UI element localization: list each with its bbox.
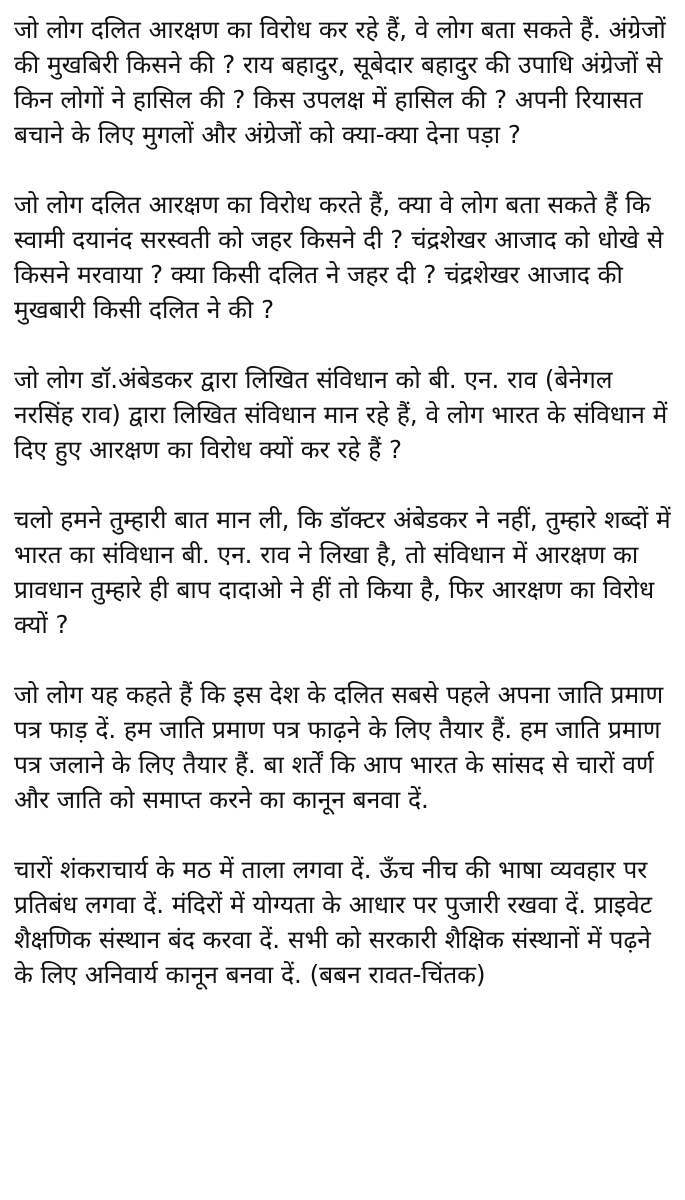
paragraph-4: चलो हमने तुम्हारी बात मान ली, कि डॉक्टर अंबेडकर ने नहीं, तुम्हारे शब्दों में भारत का संविधान बी. एन. राव ने लिखा है, तो संविधान में आरक्षण का प्रावधान तुम्हारे ही बाप दादाओ ने हीं तो किया है, फिर आरक्षण का विरोध क्यों ? <box>14 505 671 639</box>
paragraph-1: जो लोग दलित आरक्षण का विरोध कर रहे हैं, वे लोग बता सकते हैं. अंग्रेजों की मुखबिरी किसने की ? राय बहादुर, सूबेदार बहादुर की उपाधि अंग्रेजों से किन लोगों ने हासिल की ? किस उपलक्ष में हासिल की ? अपनी रियासत बचाने के लिए मुगलों और अंग्रेजों को क्या-क्या देना पड़ा ? <box>14 15 666 149</box>
paragraph-6: चारों शंकराचार्य के मठ में ताला लगवा दें. ऊँच नीच की भाषा व्यवहार पर प्रतिबंध लगवा दें. मंदिरों में योग्यता के आधार पर पुजारी रखवा दें. प्राइवेट शैक्षणिक संस्थान बंद करवा दें. सभी को सरकारी शैक्षिक संस्थानों में पढ़ने के लिए अनिवार्य कानून बनवा दें. (बबन रावत-चिंतक) <box>14 855 653 989</box>
paragraph-3: जो लोग डॉ.अंबेडकर द्वारा लिखित संविधान को बी. एन. राव (बेनेगल नरसिंह राव) द्वारा लिखित संविधान मान रहे हैं, वे लोग भारत के संविधान में दिए हुए आरक्षण का विरोध क्यों कर रहे हैं ? <box>14 365 668 464</box>
paragraph-2: जो लोग दलित आरक्षण का विरोध करते हैं, क्या वे लोग बता सकते हैं कि स्वामी दयानंद सरस्वती को जहर किसने दी ? चंद्रशेखर आजाद को धोखे से किसने मरवाया ? क्या किसी दलित ने जहर दी ? चंद्रशेखर आजाद की मुखबारी किसी दलित ने की ? <box>14 190 664 324</box>
paragraph-5: जो लोग यह कहते हैं कि इस देश के दलित सबसे पहले अपना जाति प्रमाण पत्र फाड़ दें. हम जाति प्रमाण पत्र फाढ़ने के लिए तैयार हैं. हम जाति प्रमाण पत्र जलाने के लिए तैयार हैं. बा शर्तें कि आप भारत के सांसद से चारों वर्ण और जाति को समाप्त करने का कानून बनवा दें. <box>14 680 664 814</box>
